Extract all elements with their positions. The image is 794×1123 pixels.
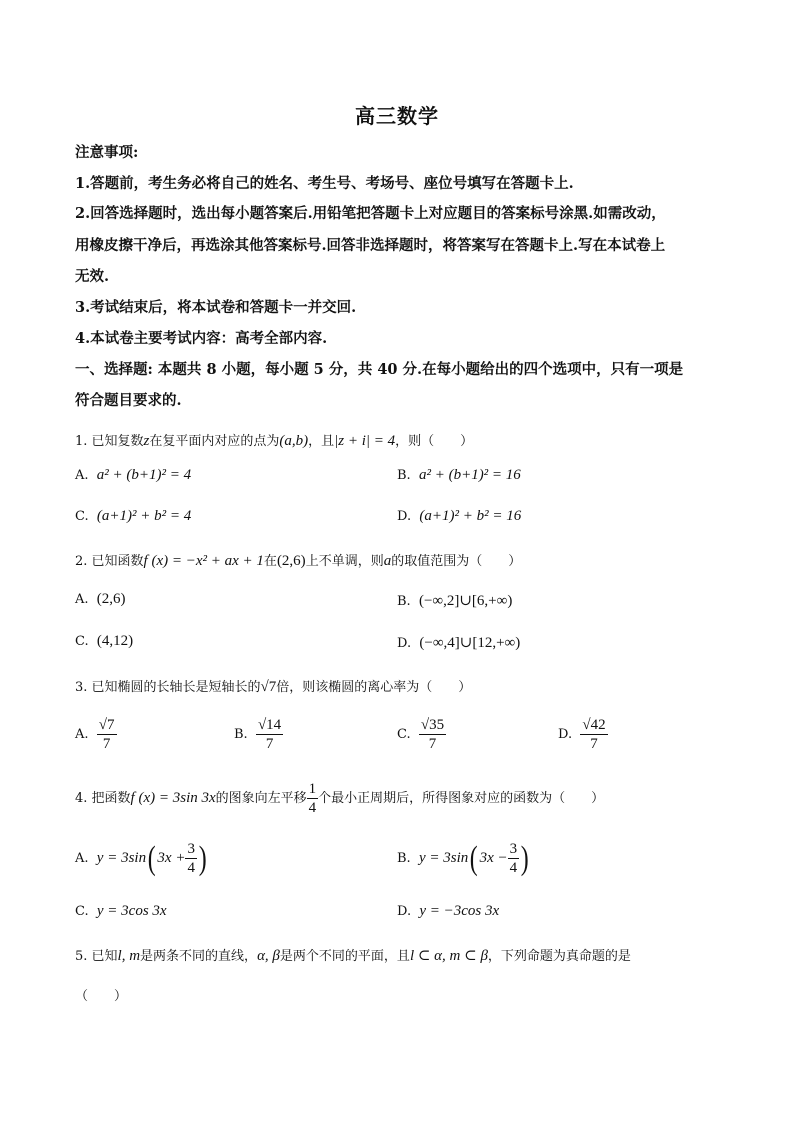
question-4-stem: 4. 把函数f (x) = 3sin 3x的图象向左平移 $\frac{1}{4}$ 个最小正周期后，所得图象对应的函数为（ ） [75, 781, 605, 816]
question-4-option-a: A. y = 3sin( 3x + $\frac{3}{4}$ ) [75, 839, 207, 877]
question-3-option-a: A. $\frac{√7}{7}$ [75, 717, 115, 752]
question-1-option-c: C. (a+1)² + b² = 4 [75, 508, 192, 524]
question-2-option-b: B. (−∞,2]∪[6,+∞) [397, 593, 513, 609]
question-2-stem: 2. 已知函数f (x) = −x² + ax + 1在(2,6)上不单调，则a的取值范围为（ ） [75, 553, 522, 569]
question-1-option-d: D. (a+1)² + b² = 16 [397, 508, 522, 524]
question-3-option-d: D. $\frac{√42}{7}$ [558, 717, 606, 752]
question-4-option-d: D. y = −3cos 3x [397, 903, 500, 919]
question-2-option-c: C. (4,12) [75, 633, 134, 649]
fraction: $\frac{3}{4}$ [509, 841, 518, 876]
question-3-stem: 3. 已知椭圆的长轴长是短轴长的√7倍，则该椭圆的离心率为（ ） [75, 679, 472, 695]
note-2-line-1: 2.回答选择题时，选出每小题答案后.用铅笔把答题卡上对应题目的答案标号涂黑.如需改动， [75, 205, 666, 222]
fraction: $\frac{3}{4}$ [187, 841, 195, 876]
question-1-option-a: A. a² + (b+1)² = 4 [75, 467, 192, 483]
question-5-stem: 5. 已知l, m是两条不同的直线，α, β是两个不同的平面，且l ⊂ α, m ⊂ β，下列命题为真命题的是 [75, 948, 631, 964]
question-3-option-c: C. $\frac{√35}{7}$ [397, 717, 445, 752]
question-2-option-a: A. (2,6) [75, 591, 126, 607]
notes-heading: 注意事项: [75, 144, 139, 161]
note-2-line-3: 无效. [75, 268, 110, 285]
fraction: $\frac{√7}{7}$ [98, 717, 115, 752]
fraction: $\frac{1}{4}$ [308, 781, 317, 816]
question-3-option-b: B. $\frac{√14}{7}$ [234, 717, 282, 752]
fraction: $\frac{√14}{7}$ [257, 717, 282, 752]
page-title: 高三数学 [355, 104, 439, 128]
section-1-heading: 一、选择题: 本题共 8 小题，每小题 5 分，共 40 分.在每小题给出的四个选项中，只有一项是 [75, 361, 684, 378]
note-3: 3.考试结束后，将本试卷和答题卡一并交回. [75, 299, 357, 316]
question-4-option-b: B. y = 3sin( 3x − $\frac{3}{4}$ ) [397, 839, 529, 877]
question-1-option-b: B. a² + (b+1)² = 16 [397, 467, 521, 483]
question-2-option-d: D. (−∞,4]∪[12,+∞) [397, 635, 521, 651]
section-1-heading-cont: 符合题目要求的. [75, 392, 182, 409]
note-1: 1.答题前，考生务必将自己的姓名、考生号、考场号、座位号填写在答题卡上. [75, 175, 574, 192]
question-1-stem: 1. 已知复数z在复平面内对应的点为(a,b)，且|z + i| = 4，则（ ） [75, 433, 474, 449]
fraction: $\frac{√42}{7}$ [582, 717, 606, 752]
note-2-line-2: 用橡皮擦干净后，再选涂其他答案标号.回答非选择题时，将答案写在答题卡上.写在本试卷上 [75, 237, 666, 254]
question-4-option-c: C. y = 3cos 3x [75, 903, 167, 919]
question-5-answer-paren: （ ） [75, 989, 128, 1004]
note-4: 4.本试卷主要考试内容：高考全部内容. [75, 330, 328, 347]
fraction: $\frac{√35}{7}$ [420, 717, 445, 752]
